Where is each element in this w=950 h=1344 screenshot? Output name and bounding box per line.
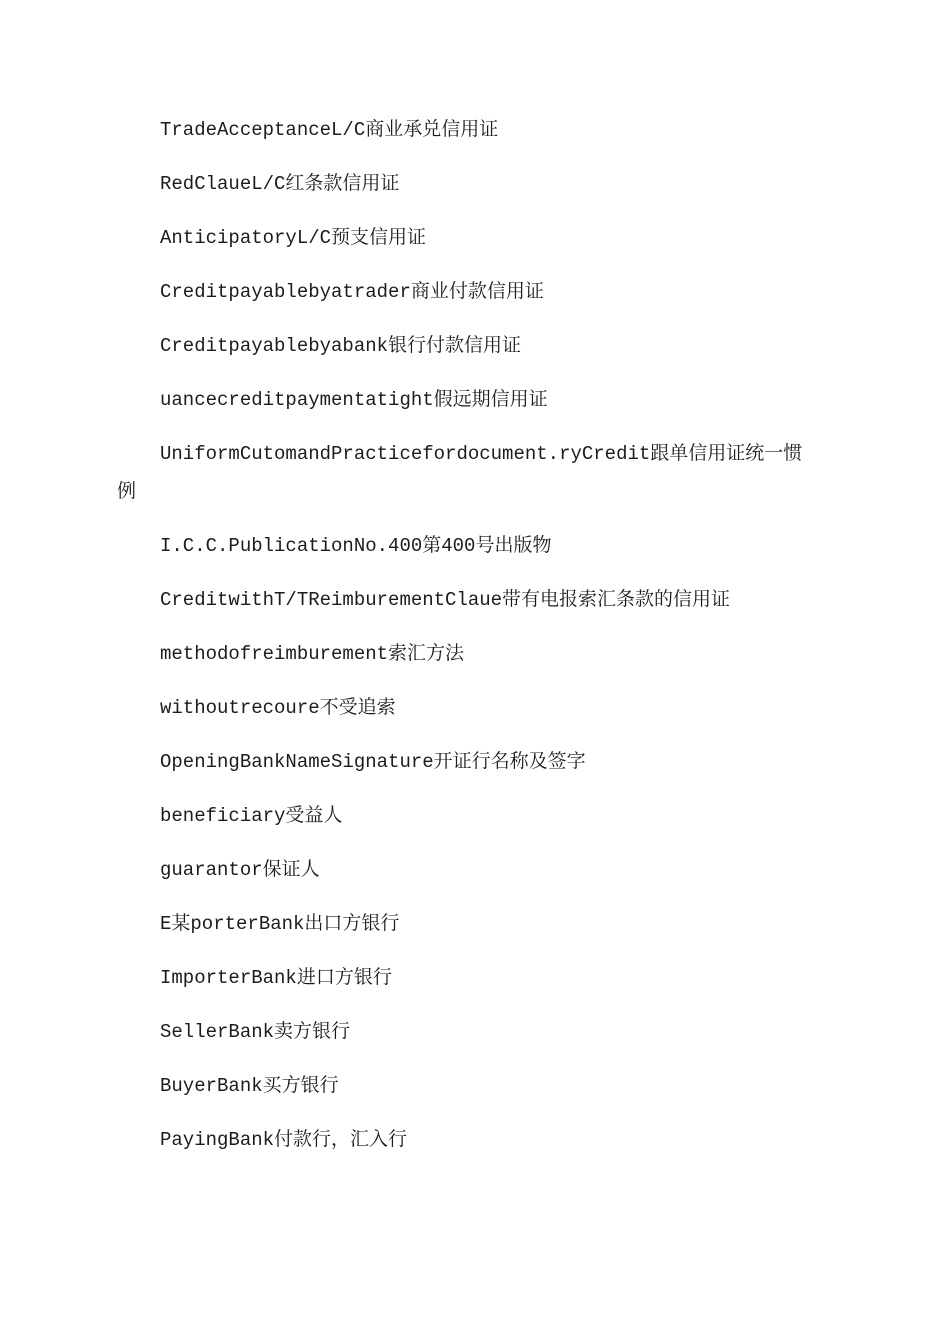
glossary-entry-tt-reimbursement: CreditwithT/TReimburementClaue带有电报索汇条款的信用证	[160, 589, 731, 611]
glossary-entry-trade-acceptance-lc: TradeAcceptanceL/C商业承兑信用证	[160, 119, 499, 141]
glossary-entry-opening-bank-signature: OpeningBankNameSignature开证行名称及签字	[160, 751, 586, 773]
glossary-entry-credit-payable-by-trader: Creditpayablebyatrader商业付款信用证	[160, 281, 544, 303]
glossary-entry-method-of-reimbursement: methodofreimburement索汇方法	[160, 643, 465, 665]
glossary-entry-uniform-customs: UniformCutomandPracticefordocument.ryCredit跟单信用证统一惯例	[117, 443, 803, 503]
glossary-entry-anticipatory-lc: AnticipatoryL/C预支信用证	[160, 227, 427, 249]
document-page	[117, 111, 810, 1175]
glossary-entry-usance-credit: uancecreditpaymentatight假远期信用证	[160, 389, 548, 411]
glossary-entry-importer-bank: ImporterBank进口方银行	[160, 967, 392, 989]
glossary-entry-buyer-bank: BuyerBank买方银行	[160, 1075, 339, 1097]
glossary-entry-paying-bank: PayingBank付款行，汇入行	[160, 1129, 408, 1151]
glossary-entry-guarantor: guarantor保证人	[160, 859, 320, 881]
glossary-entry-seller-bank: SellerBank卖方银行	[160, 1021, 351, 1043]
glossary-entry-beneficiary: beneficiary受益人	[160, 805, 343, 827]
glossary-entry-exporter-bank: E某porterBank出口方银行	[160, 913, 400, 935]
glossary-entry-without-recourse: withoutrecoure不受追索	[160, 697, 396, 719]
glossary-entry-red-clause-lc: RedClaueL/C红条款信用证	[160, 173, 400, 195]
glossary-entry-credit-payable-by-bank: Creditpayablebyabank银行付款信用证	[160, 335, 522, 357]
glossary-entry-icc-publication: I.C.C.PublicationNo.400第400号出版物	[160, 535, 552, 557]
